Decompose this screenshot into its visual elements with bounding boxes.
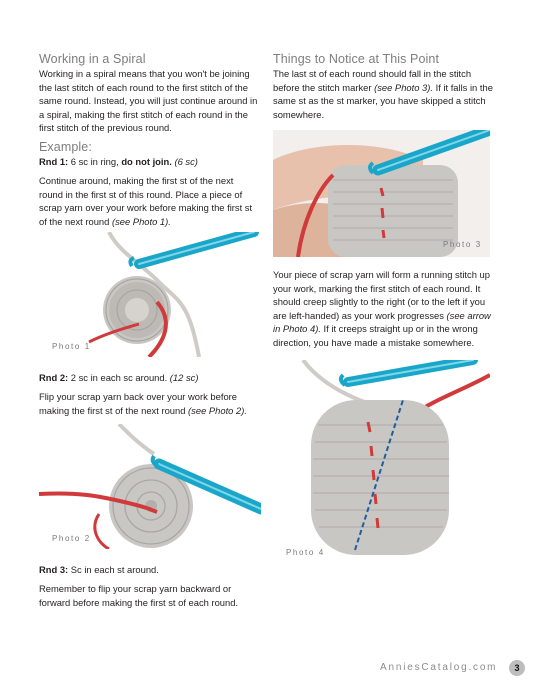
rnd2-count: (12 sc) [167,372,199,383]
photo-4-illustration [273,360,490,565]
text-line: the last stitch of each round to the first stitch of the [39,81,248,93]
text-line: round in the first st of this round. Place a piece of [39,188,243,200]
notice-paragraph-2 [273,268,513,350]
photo-4 [273,360,490,565]
text-line: The last st of each round should fall in the stitch [273,68,472,79]
photo-3-illustration [273,130,490,257]
text-run: If it creeps straight up or in the wrong [320,323,478,335]
rnd3-text: Sc in each st around. [68,564,159,575]
rnd2-text: 2 sc in each sc around. [68,372,168,383]
rnd2-paragraph [39,390,264,417]
text-run: are left-handed) as your work progresses [273,309,447,321]
rnd1-instruction [39,155,264,169]
text-line: Flip your scrap yarn back over your work before [39,391,237,402]
text-line [273,81,513,95]
text-run-italic: (see Photo 2). [188,404,247,416]
text-line: first stitch of the previous round. [39,122,172,134]
section-heading-spiral: Working in a Spiral [39,52,146,66]
text-line: your work, marking the first stitch of each round. It [273,282,481,294]
rnd1-text: 6 sc in ring, [68,156,122,167]
text-line: somewhere. [273,108,325,120]
rnd3-label: Rnd 3: [39,564,69,575]
text-run-italic: in Photo 4). [273,323,321,335]
page-number-badge: 3 [509,660,525,676]
photo-1 [39,232,261,357]
photo-1-illustration [39,232,261,357]
footer-site: AnniesCatalog.com [380,662,498,673]
rnd2-label: Rnd 2: [39,372,69,383]
text-line [39,215,264,229]
text-line: Your piece of scrap yarn will form a running stitch up [273,269,490,280]
rnd1-label: Rnd 1: [39,156,69,167]
text-line: Continue around, making the first st of the next [39,175,234,186]
text-line: Working in a spiral means that you won't be joining [39,68,250,79]
text-line [273,322,513,336]
photo-2-illustration [39,424,261,549]
example-heading: Example: [39,140,92,154]
photo-4-label: Photo 4 [286,548,325,557]
text-line: should creep slightly to the right (or to the left if you [273,296,486,308]
photo-3-label: Photo 3 [443,240,482,249]
rnd1-count: (6 sc) [171,156,198,167]
photo-3 [273,130,490,257]
text-line: same round. Instead, you will just continue around in [39,95,258,107]
rnd2-instruction [39,371,264,385]
text-line: direction, you have made a mistake somewhere. [273,336,475,348]
text-run-italic: (see Photo 3). [374,81,433,93]
photo-2 [39,424,261,549]
text-run: of the next round [39,215,112,227]
text-line: Remember to flip your scrap yarn backward or [39,583,232,594]
text-run-italic: (see Photo 1). [111,215,171,227]
text-run-italic: (see arrow [446,309,491,321]
text-line [273,309,513,323]
section-heading-notice: Things to Notice at This Point [273,52,440,66]
text-line: forward before making the first st of each round. [39,596,239,608]
text-run: If it falls in the [432,81,493,93]
text-line [39,404,264,418]
text-run: making the first st of the next round [39,404,189,416]
text-line: scrap yarn over your work before making the first st [39,202,253,214]
photo-1-label: Photo 1 [52,342,91,351]
photo-2-label: Photo 2 [52,534,91,543]
rnd1-bold: do not join. [121,156,172,167]
rnd3-instruction [39,563,264,577]
notice-paragraph-1 [273,67,513,121]
text-run: before the stitch marker [273,81,375,93]
rnd3-paragraph [39,582,264,609]
spiral-paragraph [39,67,264,135]
text-line: same st as the st marker, you have skipped a stitch [273,95,486,107]
rnd1-paragraph [39,174,264,228]
text-line: a spiral, making the first stitch of each round in the [39,108,248,120]
